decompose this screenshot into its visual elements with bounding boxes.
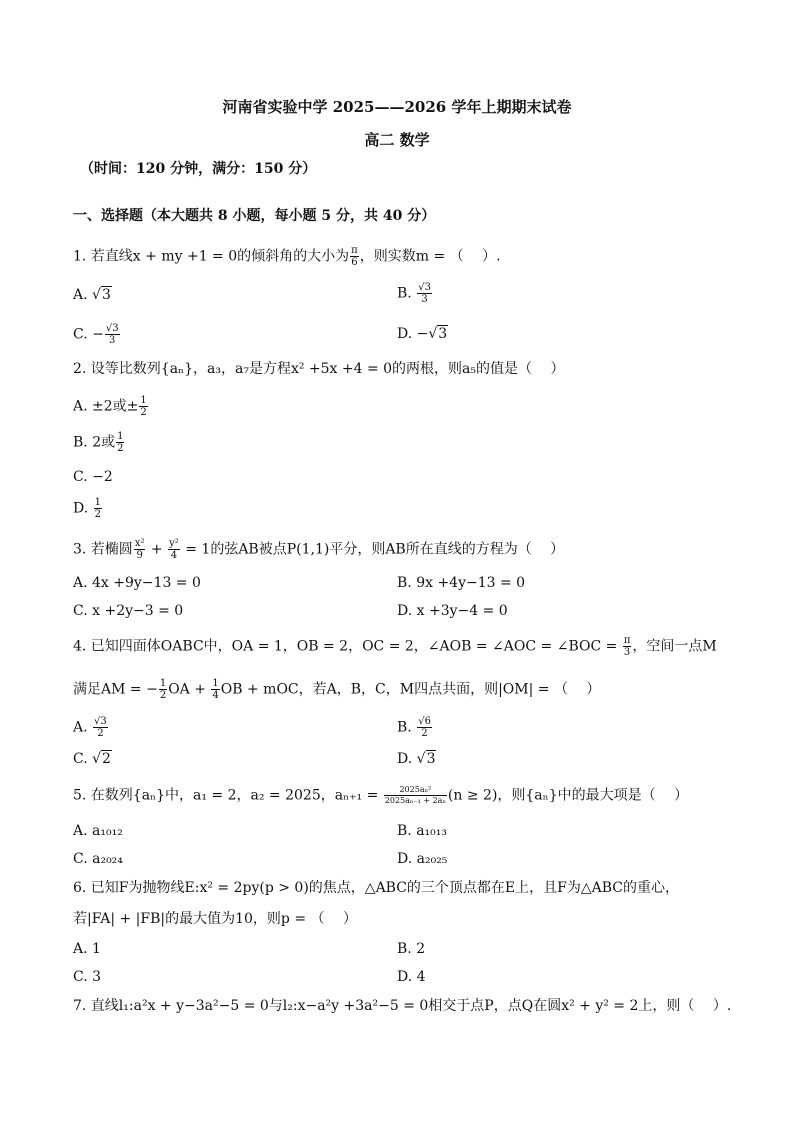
q4-option-b-num-rad: 6 bbox=[424, 716, 431, 727]
q1-option-d-rad: 3 bbox=[438, 326, 448, 342]
q3-option-d: D. x +3y−4 = 0 bbox=[397, 603, 508, 619]
q1-stem-a: 1. 若直线x + my +1 = 0的倾斜角的大小为 bbox=[73, 248, 350, 265]
q1-option-c-frac bbox=[105, 323, 120, 346]
q1-fraction bbox=[350, 245, 359, 268]
q4-stem-b: ，空间一点M bbox=[632, 638, 717, 655]
q4-option-b-den: 2 bbox=[421, 728, 428, 739]
q1-option-b bbox=[397, 282, 433, 305]
q2-option-b-label: B. 2或 bbox=[73, 434, 116, 451]
q4-frac-den: 3 bbox=[623, 647, 631, 658]
q4-option-a bbox=[73, 716, 109, 739]
q1-option-a bbox=[73, 286, 112, 304]
q2-option-b-num: 1 bbox=[117, 431, 124, 442]
question-7: 7. 直线l₁:a²x + y−3a²−5 = 0与l₂:x−a²y +3a²−5 = 0相交于点P，点Q在圆x² + y² = 2上，则（ ）. bbox=[73, 998, 732, 1014]
q4-option-b-frac bbox=[417, 716, 432, 739]
q1-frac-den: 6 bbox=[351, 257, 358, 268]
q1-option-b-frac bbox=[417, 282, 432, 305]
q3-frac-y-num: y² bbox=[169, 538, 179, 549]
q1-option-a-label: A. bbox=[73, 287, 93, 303]
sqrt-symbol: √3 bbox=[428, 326, 448, 342]
q2-option-d-label: D. bbox=[73, 500, 93, 517]
question-3 bbox=[73, 538, 564, 561]
q4-line2-c: OB + mOC，若A，B，C，M四点共面，则|OM| = （ ） bbox=[220, 681, 601, 698]
q6-option-c: C. 3 bbox=[73, 969, 102, 985]
q4-option-b-label: B. bbox=[397, 719, 417, 736]
q4-option-c-label: C. bbox=[73, 751, 93, 767]
q3-frac-y-den: 4 bbox=[170, 550, 178, 561]
q1-option-b-num-rad: 3 bbox=[424, 282, 431, 293]
sqrt-symbol: √3 bbox=[416, 751, 436, 767]
question-2: 2. 设等比数列{aₙ}，a₃，a₇是方程x² +5x +4 = 0的两根，则a₅的值是（ ） bbox=[73, 361, 565, 377]
q1-frac-num: π bbox=[351, 245, 358, 256]
q2-option-a bbox=[73, 395, 149, 418]
q3-frac-y bbox=[168, 538, 180, 561]
q4-stem-a: 4. 已知四面体OABC中，OA = 1，OB = 2，OC = 2，∠AOB = ∠AOC = ∠BOC = bbox=[73, 638, 622, 655]
q1-option-c-den: 3 bbox=[109, 335, 116, 346]
q3-option-c: C. x +2y−3 = 0 bbox=[73, 603, 184, 619]
q4-option-a-label: A. bbox=[73, 719, 93, 736]
q4-line2-frac1-num: 1 bbox=[159, 678, 167, 689]
q1-option-a-rad: 3 bbox=[101, 287, 111, 303]
q1-option-c bbox=[73, 323, 121, 346]
q2-option-d-den: 2 bbox=[94, 509, 102, 520]
q4-option-c bbox=[73, 750, 112, 768]
q2-option-c: C. −2 bbox=[73, 469, 113, 485]
q4-line-2 bbox=[73, 678, 600, 701]
q4-line2-frac2 bbox=[211, 678, 219, 701]
q5-stem-a: 5. 在数列{aₙ}中，a₁ = 2，a₂ = 2025，aₙ₊₁ = bbox=[73, 787, 383, 804]
q4-line2-frac1-den: 2 bbox=[159, 690, 167, 701]
question-6-line-2: 若|FA| + |FB|的最大值为10，则p = （ ） bbox=[73, 911, 357, 927]
q1-stem-b: ，则实数m = （ ）. bbox=[359, 248, 501, 265]
exam-title: 河南省实验中学 2025——2026 学年上期期末试卷 bbox=[222, 98, 572, 116]
q3-option-a: A. 4x +9y−13 = 0 bbox=[73, 575, 201, 591]
q2-option-b-den: 2 bbox=[117, 443, 124, 454]
q3-plus: + bbox=[146, 541, 168, 558]
q4-option-a-frac bbox=[93, 716, 108, 739]
question-6: 6. 已知F为抛物线E:x² = 2py(p > 0)的焦点，△ABC的三个顶点都在E上，且F为△ABC的重心， bbox=[73, 880, 680, 896]
question-4 bbox=[73, 635, 717, 658]
q1-option-d bbox=[397, 325, 448, 343]
q1-option-c-num: √3 bbox=[105, 323, 119, 334]
q5-option-b: B. a₁₀₁₃ bbox=[397, 823, 447, 839]
q5-option-c: C. a₂₀₂₄ bbox=[73, 851, 123, 867]
section1-heading: 一、选择题（本大题共 8 小题，每小题 5 分，共 40 分） bbox=[73, 208, 436, 224]
q2-option-a-den: 2 bbox=[140, 407, 147, 418]
q2-option-d-frac bbox=[94, 497, 102, 520]
q5-frac-den: 2025aₙ₋₁ + 2aₙ bbox=[384, 796, 446, 805]
q2-option-b bbox=[73, 431, 125, 454]
q4-line2-frac2-num: 1 bbox=[212, 678, 219, 689]
sqrt-symbol: √2 bbox=[92, 751, 111, 767]
exam-subtitle: 高二 数学 bbox=[364, 131, 430, 149]
q4-option-d-rad: 3 bbox=[426, 751, 436, 767]
q4-line2-frac1 bbox=[159, 678, 167, 701]
q1-option-c-num-rad: 3 bbox=[112, 323, 119, 334]
q3-stem-b: = 1的弦AB被点P(1,1)平分，则AB所在直线的方程为（ ） bbox=[180, 541, 565, 558]
q6-option-a: A. 1 bbox=[73, 941, 101, 957]
question-5 bbox=[73, 785, 688, 806]
q2-option-d bbox=[73, 497, 103, 520]
q5-fraction bbox=[384, 785, 447, 806]
q1-option-b-den: 3 bbox=[421, 294, 428, 305]
q1-option-c-label: C. − bbox=[73, 326, 104, 343]
q2-option-d-num: 1 bbox=[94, 497, 102, 508]
q4-line2-b: OA + bbox=[168, 681, 211, 698]
q3-option-b: B. 9x +4y−13 = 0 bbox=[397, 575, 526, 591]
q2-option-b-frac bbox=[116, 431, 124, 454]
q2-option-a-num: 1 bbox=[140, 395, 147, 406]
question-1 bbox=[73, 245, 501, 268]
q4-fraction bbox=[623, 635, 632, 658]
q4-option-d-label: D. bbox=[397, 751, 417, 767]
q1-option-b-label: B. bbox=[397, 285, 417, 302]
q4-option-c-rad: 2 bbox=[102, 751, 111, 767]
q4-option-a-den: 2 bbox=[97, 728, 104, 739]
sqrt-symbol: √3 bbox=[92, 287, 111, 303]
time-info: （时间：120 分钟，满分：150 分） bbox=[80, 161, 317, 177]
q2-option-a-label: A. ±2或± bbox=[73, 398, 139, 415]
q5-option-d: D. a₂₀₂₅ bbox=[397, 851, 448, 867]
q5-stem-b: (n ≥ 2)，则{aₙ}中的最大项是（ ） bbox=[447, 787, 689, 804]
q3-frac-x bbox=[134, 538, 146, 561]
q4-line2-frac2-den: 4 bbox=[212, 690, 219, 701]
q4-line2-a: 满足AM = − bbox=[73, 681, 158, 698]
q2-option-a-frac bbox=[139, 395, 147, 418]
q4-frac-num: π bbox=[623, 635, 631, 646]
q6-option-b: B. 2 bbox=[397, 941, 426, 957]
q4-option-b-num: √6 bbox=[418, 716, 431, 727]
q3-frac-x-num: x² bbox=[134, 538, 145, 549]
q4-option-a-num: √3 bbox=[94, 716, 107, 727]
q5-frac-num: 2025aₙ² bbox=[384, 785, 447, 796]
q1-option-d-label: D. − bbox=[397, 326, 429, 342]
q3-stem-a: 3. 若椭圆 bbox=[73, 541, 133, 558]
q3-frac-x-den: 9 bbox=[136, 550, 143, 561]
q5-option-a: A. a₁₀₁₂ bbox=[73, 823, 123, 839]
q4-option-b bbox=[397, 716, 433, 739]
q4-option-a-num-rad: 3 bbox=[100, 716, 107, 727]
q4-option-d bbox=[397, 750, 436, 768]
q1-option-b-num: √3 bbox=[418, 282, 431, 293]
q6-option-d: D. 4 bbox=[397, 969, 426, 985]
